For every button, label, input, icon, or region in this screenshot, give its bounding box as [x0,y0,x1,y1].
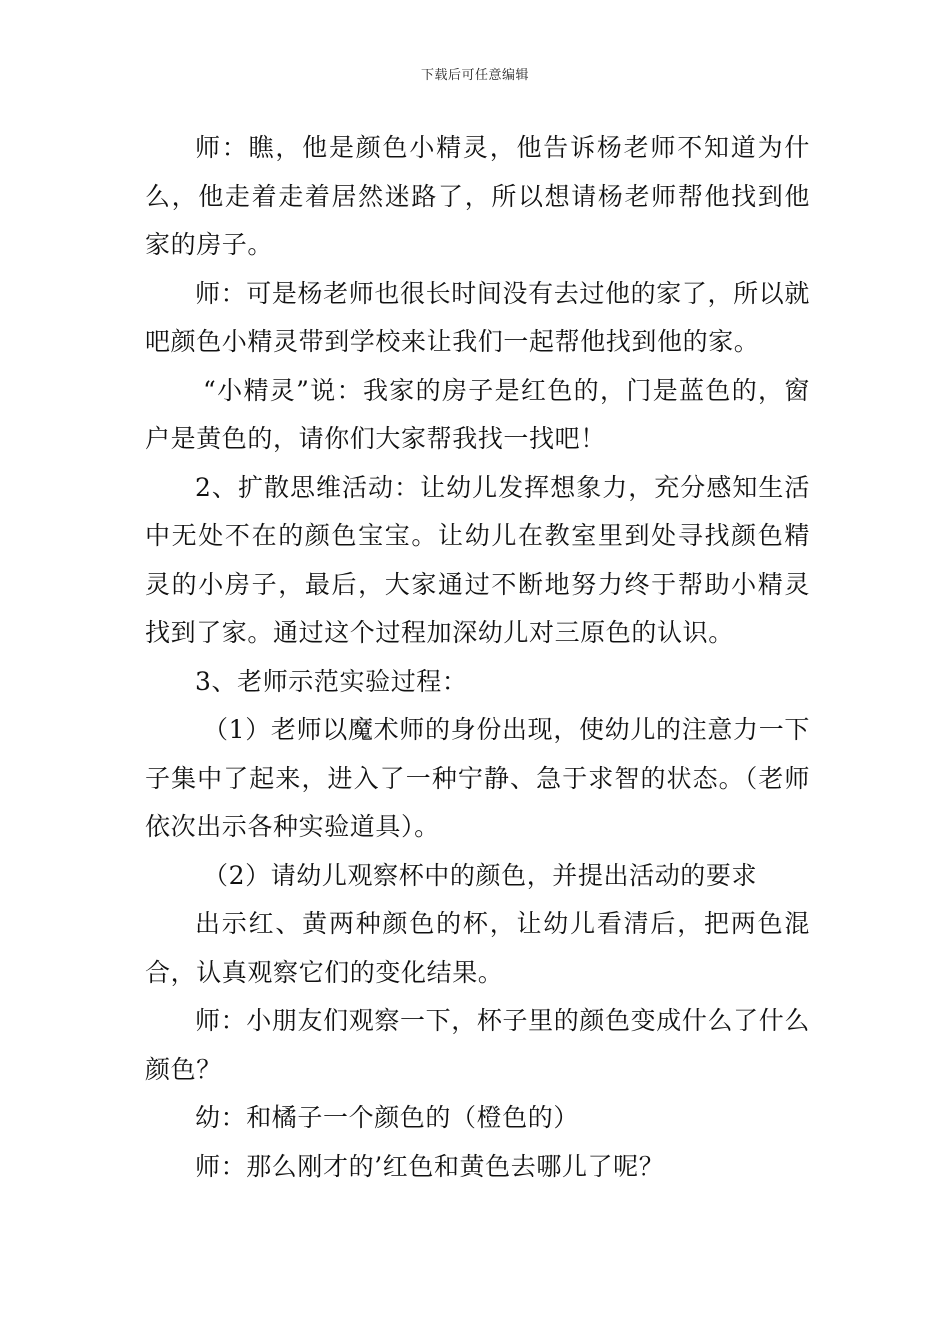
paragraph-4: 2、扩散思维活动：让幼儿发挥想象力，充分感知生活中无处不在的颜色宝宝。让幼儿在教室里到处寻找颜色精灵的小房子，最后，大家通过不断地努力终于帮助小精灵找到了家。通过这个过程加深幼儿对三原色的认识。 [145,472,810,647]
paragraph-5: 3、老师示范实验过程： [195,666,468,696]
paragraph-3: “小精灵”说：我家的房子是红色的，门是蓝色的，窗户是黄色的，请你们大家帮我找一找吧！ [145,375,810,453]
document-body [145,124,810,1191]
paragraph-8: 出示红、黄两种颜色的杯，让幼儿看清后，把两色混合，认真观察它们的变化结果。 [145,909,810,987]
paragraph-10: 幼：和橘子一个颜色的（橙色的） [195,1103,580,1132]
paragraph-7: （2）请幼儿观察杯中的颜色，并提出活动的要求 [203,860,758,890]
paragraph-6: （1）老师以魔术师的身份出现，使幼儿的注意力一下子集中了起来，进入了一种宁静、急于求智的状态。（老师依次出示各种实验道具）。 [145,715,810,841]
paragraph-9: 师：小朋友们观察一下，杯子里的颜色变成什么了什么颜色？ [145,1006,810,1084]
paragraph-11: 师：那么刚才的’红色和黄色去哪儿了呢？ [195,1151,665,1181]
paragraph-2: 师：可是杨老师也很长时间没有去过他的家了，所以就吧颜色小精灵带到学校来让我们一起帮他找到他的家。 [145,278,810,356]
paragraph-1: 师：瞧，他是颜色小精灵，他告诉杨老师不知道为什么，他走着走着居然迷路了，所以想请杨老师帮他找到他家的房子。 [145,133,810,259]
page-header: 下载后可任意编辑 [420,68,529,83]
